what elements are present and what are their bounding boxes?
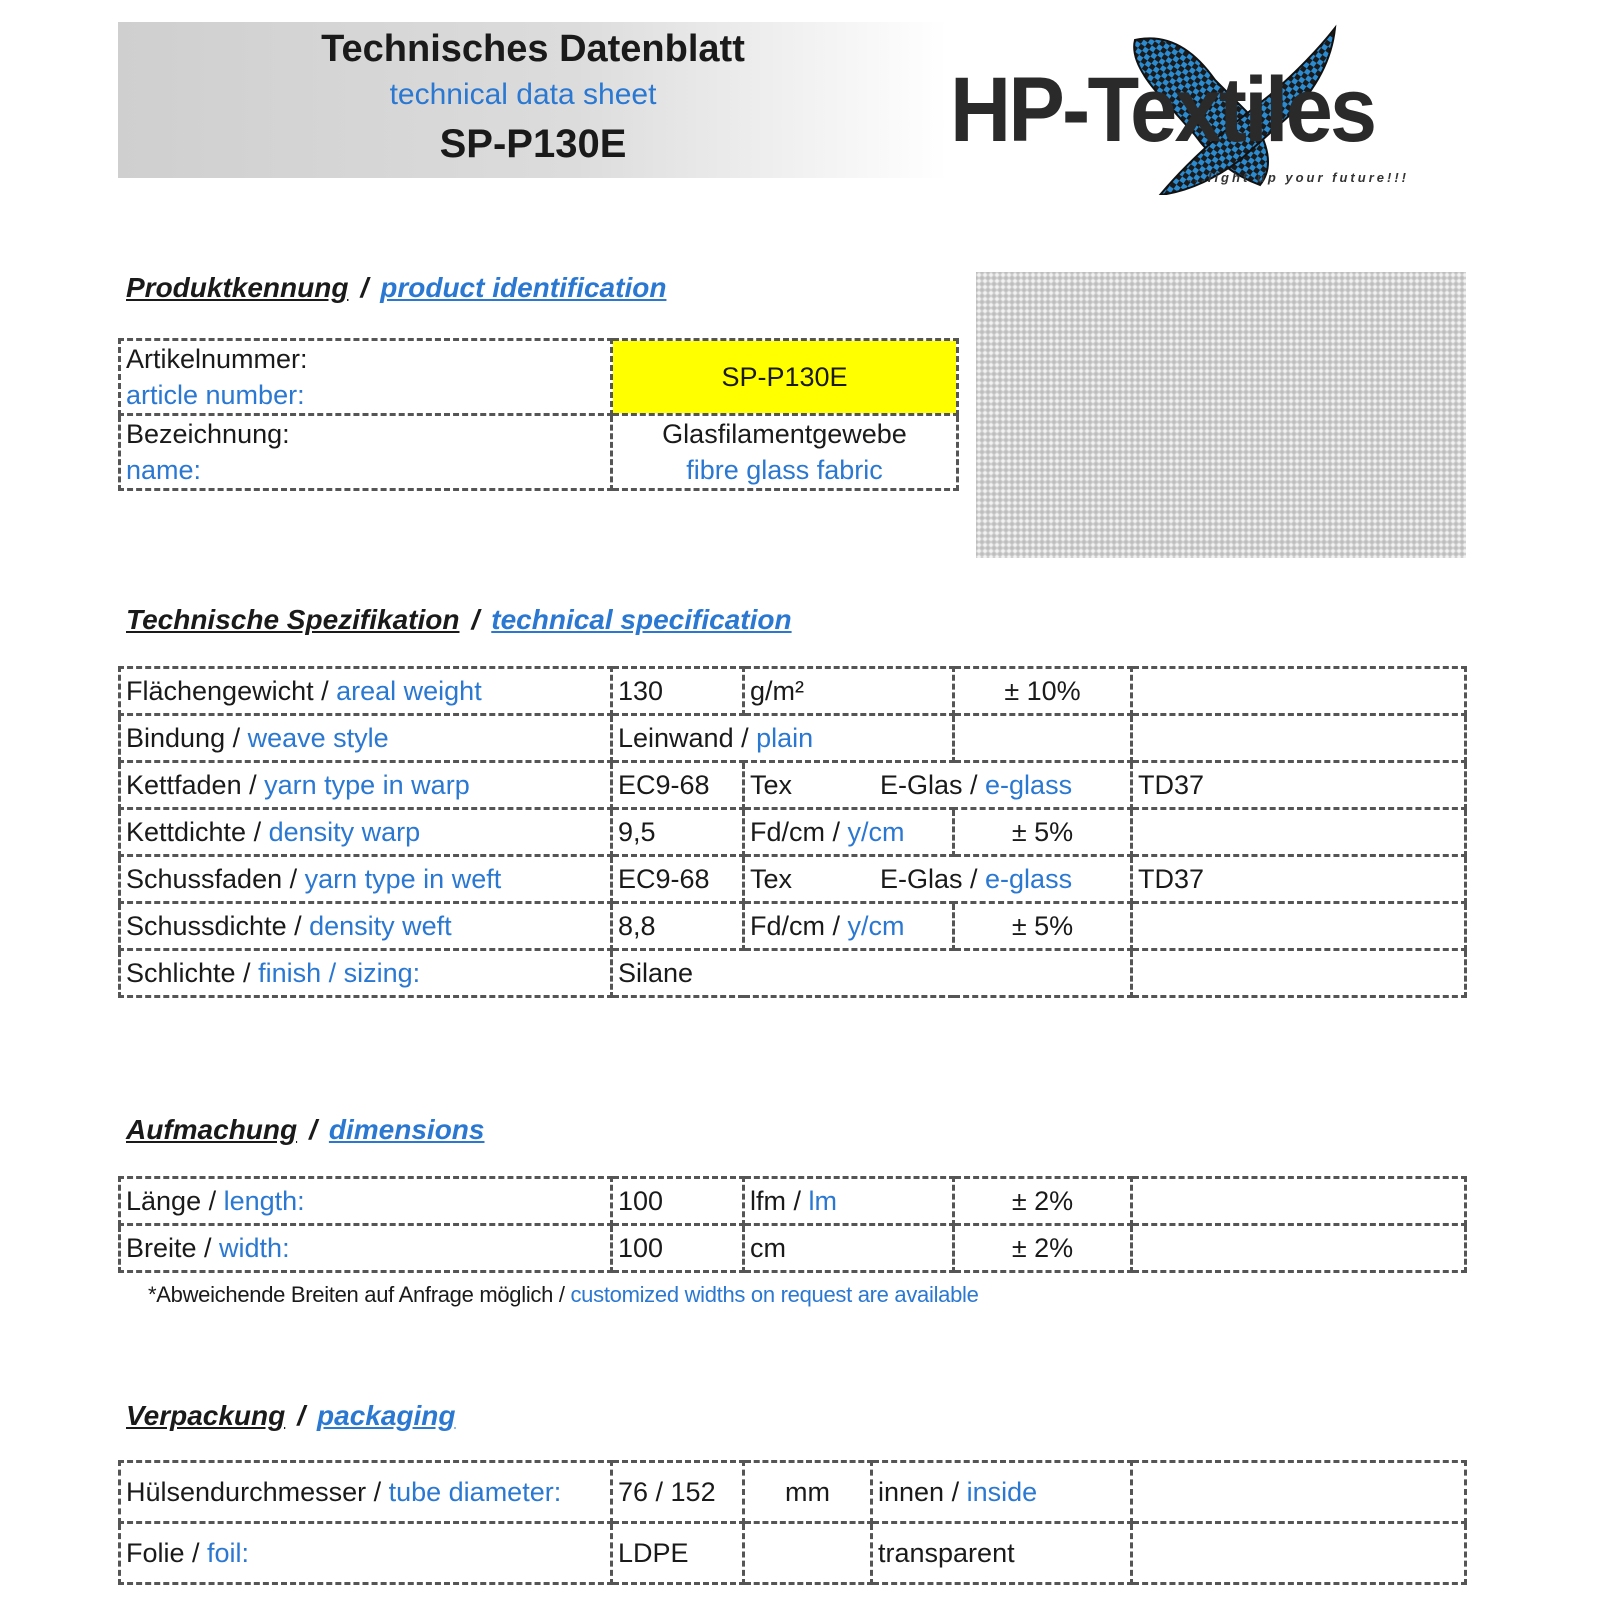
document-title: Technisches Datenblatt <box>321 28 745 70</box>
sizing-label: Schlichte / finish / sizing: <box>120 950 612 997</box>
warp-density-value: 9,5 <box>612 809 744 856</box>
width-unit: cm <box>744 1225 954 1272</box>
table-row <box>120 1225 1466 1272</box>
article-label: Artikelnummer: article number: <box>120 340 612 415</box>
areal-weight-tolerance: ± 10% <box>954 668 1132 715</box>
foil-description: transparent <box>872 1523 1132 1584</box>
section-title-dimensions: Aufmachung / dimensions <box>126 1114 485 1145</box>
weft-density-tolerance: ± 5% <box>954 903 1132 950</box>
weft-yarn-label: Schussfaden / yarn type in weft <box>120 856 612 903</box>
width-value: 100 <box>612 1225 744 1272</box>
weft-yarn-value: EC9-68 <box>612 856 744 903</box>
foil-label: Folie / foil: <box>120 1523 612 1584</box>
warp-density-tolerance: ± 5% <box>954 809 1132 856</box>
length-tolerance: ± 2% <box>954 1178 1132 1225</box>
dimensions-table <box>118 1176 1467 1273</box>
areal-weight-unit: g/m² <box>744 668 954 715</box>
warp-density-label: Kettdichte / density warp <box>120 809 612 856</box>
name-value: Glasfilamentgewebe fibre glass fabric <box>612 415 958 490</box>
identification-table <box>118 338 959 491</box>
section-title-identification: Produktkennung / product identification <box>126 272 667 303</box>
warp-yarn-label: Kettfaden / yarn type in warp <box>120 762 612 809</box>
table-row <box>120 1523 1466 1584</box>
logo-tagline: ...light up your future!!! <box>1188 170 1409 185</box>
warp-yarn-unit-material: Tex E-Glas / e-glass <box>744 762 1132 809</box>
width-tolerance: ± 2% <box>954 1225 1132 1272</box>
document-subtitle: technical data sheet <box>389 78 657 111</box>
table-row <box>120 950 1466 997</box>
length-label: Länge / length: <box>120 1178 612 1225</box>
logo-wordmark: HP-Textiles <box>950 59 1375 161</box>
widths-note: *Abweichende Breiten auf Anfrage möglich / customized widths on request are available <box>148 1282 979 1307</box>
length-unit: lfm / lm <box>744 1178 954 1225</box>
packaging-table <box>118 1460 1467 1585</box>
section-title-specification: Technische Spezifikation / technical specification <box>126 604 792 635</box>
areal-weight-label: Flächengewicht / areal weight <box>120 668 612 715</box>
section-title-packaging: Verpackung / packaging <box>126 1400 456 1431</box>
specification-table <box>118 666 1467 998</box>
foil-value: LDPE <box>612 1523 744 1584</box>
product-code: SP-P130E <box>439 122 627 166</box>
weave-value: Leinwand / plain <box>612 715 954 762</box>
table-row <box>120 715 1466 762</box>
fabric-swatch-image <box>976 272 1466 558</box>
weft-density-unit: Fd/cm / y/cm <box>744 903 954 950</box>
weft-density-label: Schussdichte / density weft <box>120 903 612 950</box>
weave-label: Bindung / weave style <box>120 715 612 762</box>
weft-density-value: 8,8 <box>612 903 744 950</box>
warp-yarn-value: EC9-68 <box>612 762 744 809</box>
table-row <box>120 903 1466 950</box>
company-logo <box>950 20 1470 195</box>
length-value: 100 <box>612 1178 744 1225</box>
weft-yarn-unit-material: Tex E-Glas / e-glass <box>744 856 1132 903</box>
sizing-value: Silane <box>612 950 1132 997</box>
tube-location: innen / inside <box>872 1462 1132 1523</box>
table-row <box>120 668 1466 715</box>
article-number-value: SP-P130E <box>612 340 958 415</box>
tube-value: 76 / 152 <box>612 1462 744 1523</box>
table-row <box>120 1462 1466 1523</box>
width-label: Breite / width: <box>120 1225 612 1272</box>
table-row <box>120 415 958 490</box>
table-row <box>120 762 1466 809</box>
warp-density-unit: Fd/cm / y/cm <box>744 809 954 856</box>
table-row <box>120 856 1466 903</box>
weft-yarn-code: TD37 <box>1132 856 1466 903</box>
warp-yarn-code: TD37 <box>1132 762 1466 809</box>
table-row <box>120 809 1466 856</box>
tube-unit: mm <box>744 1462 872 1523</box>
table-row <box>120 340 958 415</box>
table-row <box>120 1178 1466 1225</box>
tube-label: Hülsendurchmesser / tube diameter: <box>120 1462 612 1523</box>
areal-weight-value: 130 <box>612 668 744 715</box>
name-label: Bezeichnung: name: <box>120 415 612 490</box>
